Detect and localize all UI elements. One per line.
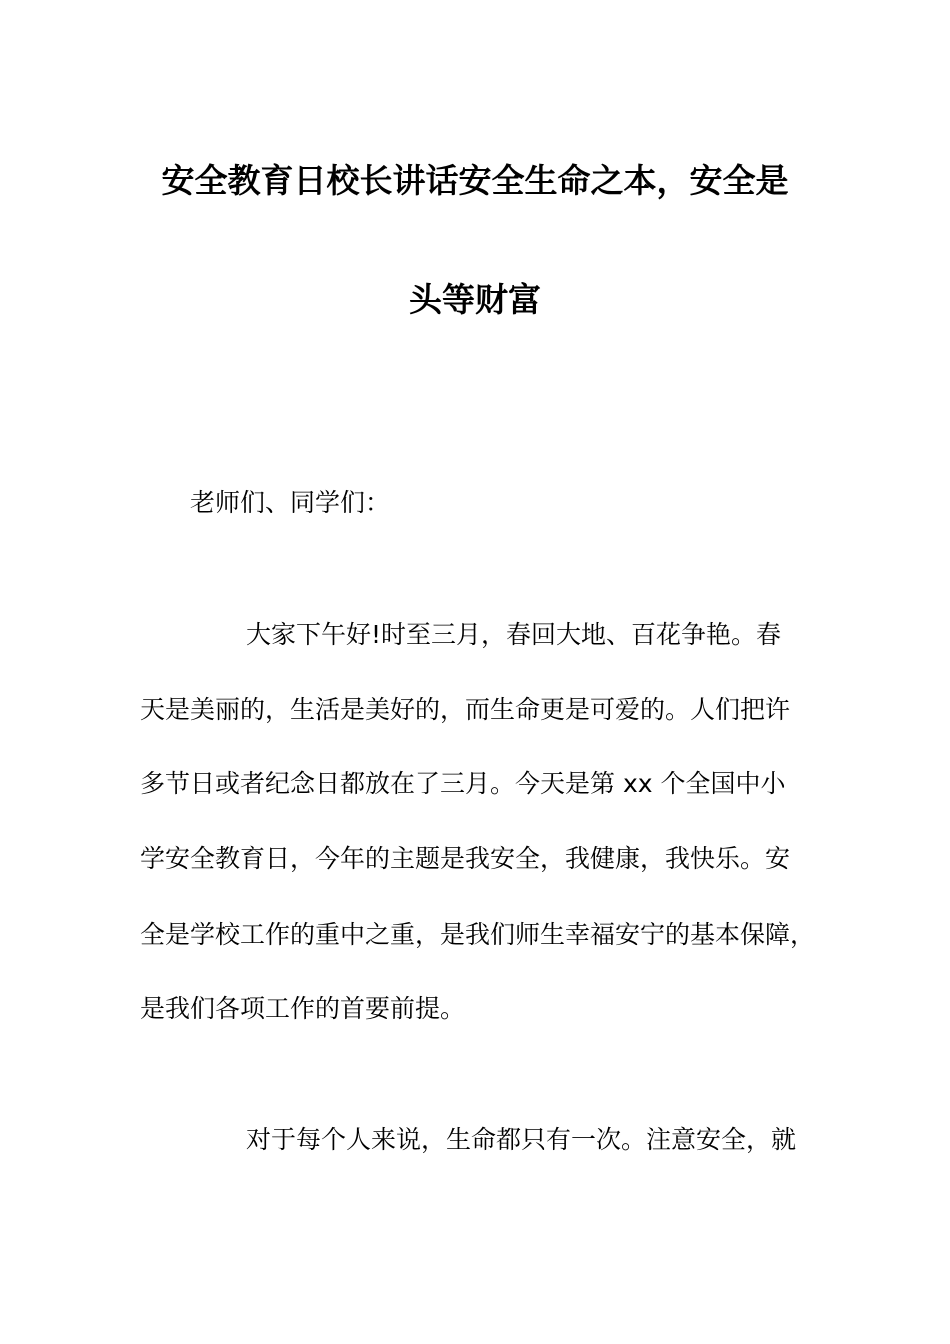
paragraph-2-line-1: 对于每个人来说，生命都只有一次。注意安全，就 [246, 1125, 797, 1154]
salutation: 老师们、同学们： [190, 488, 391, 517]
paragraph-1-line-5: 全是学校工作的重中之重，是我们师生幸福安宁的基本保障， [140, 920, 816, 949]
paragraph-1-line-4: 学安全教育日，今年的主题是我安全，我健康，我快乐。安 [140, 844, 791, 873]
document-title-line-1: 安全教育日校长讲话安全生命之本，安全是 [161, 161, 789, 200]
paragraph-1-line-6: 是我们各项工作的首要前提。 [140, 994, 466, 1023]
paragraph-1-line-1: 大家下午好!时至三月，春回大地、百花争艳。春 [246, 620, 782, 649]
paragraph-1-line-3: 多节日或者纪念日都放在了三月。今天是第 xx 个全国中小 [140, 769, 786, 798]
document-title-line-2: 头等财富 [409, 280, 541, 319]
paragraph-1-line-2: 天是美丽的，生活是美好的，而生命更是可爱的。人们把许 [140, 695, 791, 724]
